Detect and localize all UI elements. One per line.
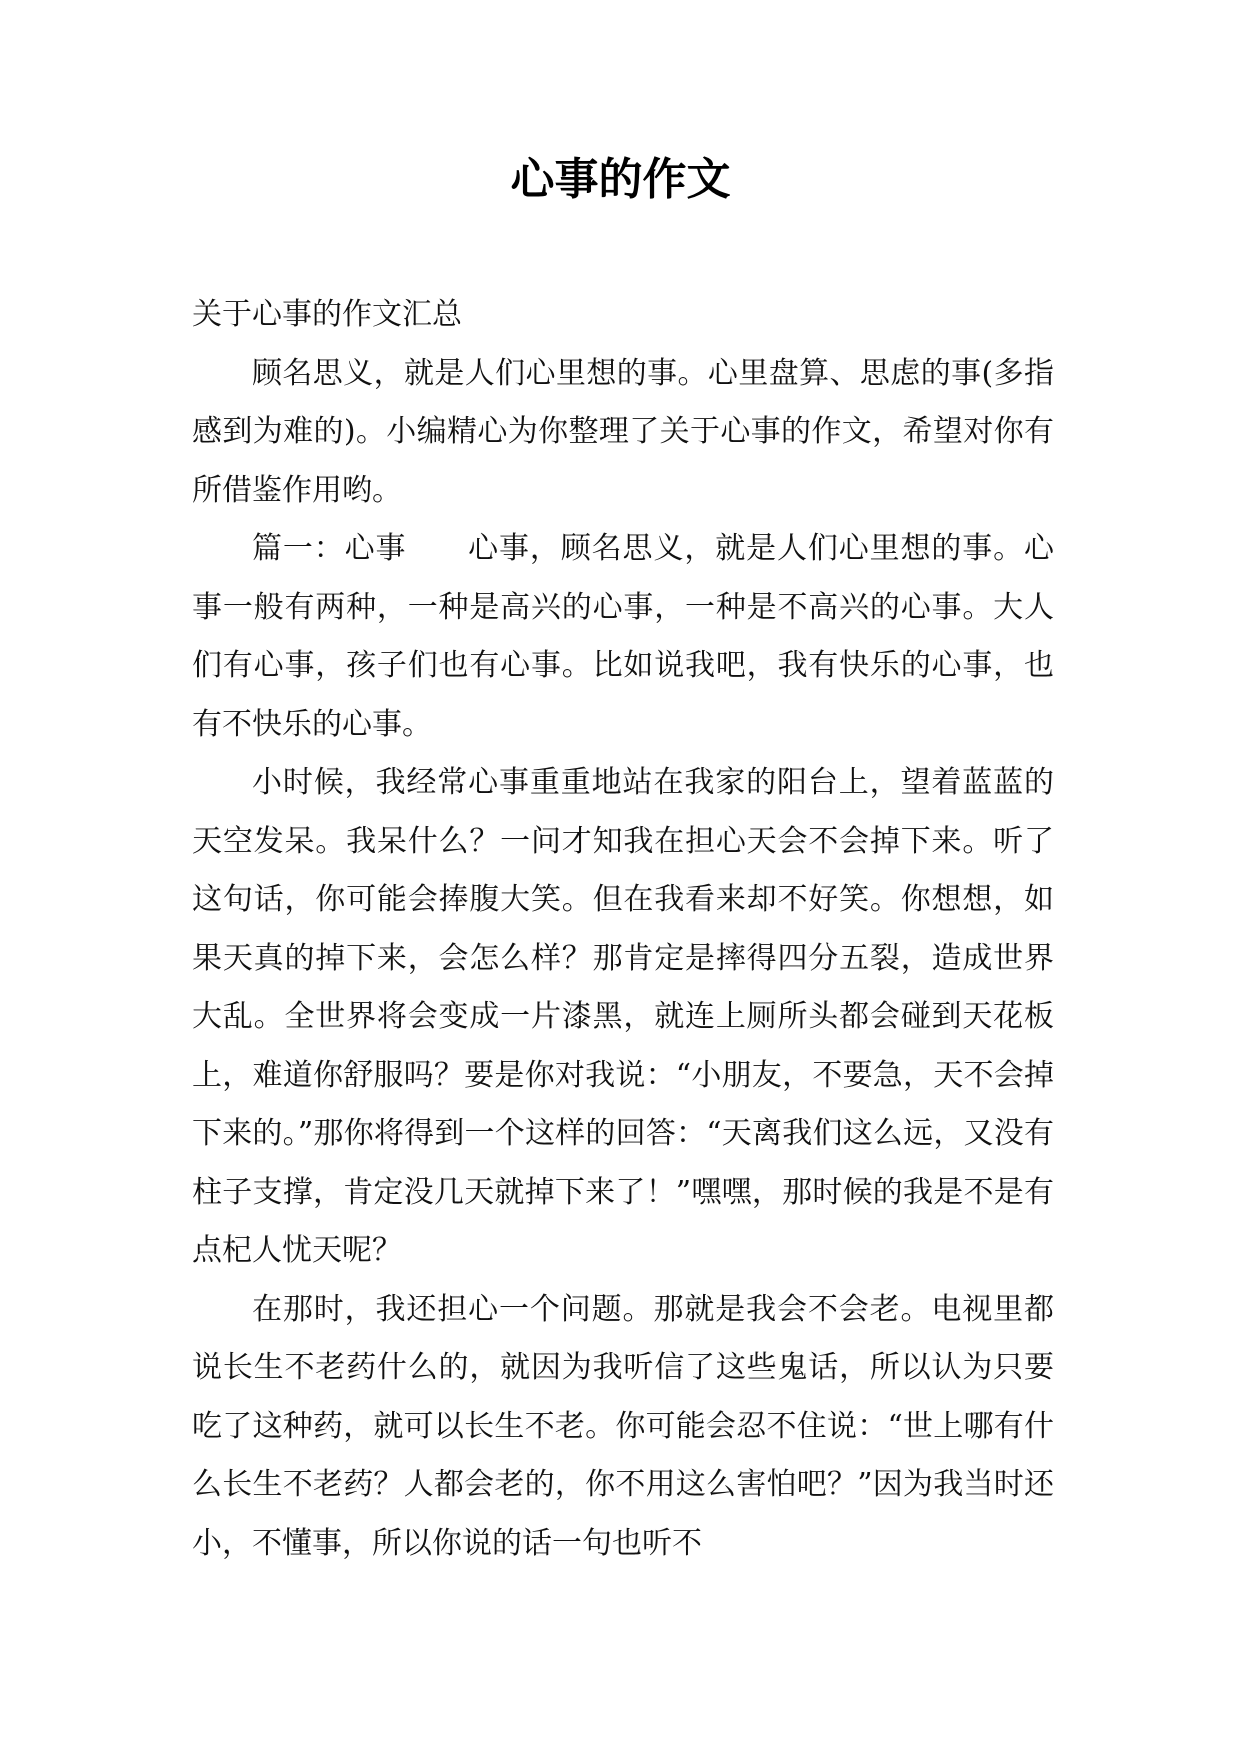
paragraph-aging-worry: 在那时，我还担心一个问题。那就是我会不会老。电视里都说长生不老药什么的，就因为我听信了这些鬼话，所以认为只要吃了这种药，就可以长生不老。你可能会忍不住说：“世上哪有什么长生不老药？人都会老的，你不用这么害怕吧？”因为我当时还小，不懂事，所以你说的话一句也听不 <box>192 1291 1054 1561</box>
document-subtitle: 关于心事的作文汇总 <box>192 297 462 332</box>
document-body <box>192 286 1054 1573</box>
paragraph-chapter-one: 篇一：心事 心事，顾名思义，就是人们心里想的事。心事一般有两种，一种是高兴的心事，一种是不高兴的心事。大人们有心事，孩子们也有心事。比如说我吧，我有快乐的心事，也有不快乐的心事。 <box>192 531 1054 742</box>
paragraph-childhood-sky: 小时候，我经常心事重重地站在我家的阳台上，望着蓝蓝的天空发呆。我呆什么？一问才知我在担心天会不会掉下来。听了这句话，你可能会捧腹大笑。但在我看来却不好笑。你想想，如果天真的掉下来，会怎么样？那肯定是摔得四分五裂，造成世界大乱。全世界将会变成一片漆黑，就连上厕所头都会碰到天花板上，难道你舒服吗？要是你对我说：“小朋友，不要急，天不会掉下来的。”那你将得到一个这样的回答：“天离我们这么远，又没有柱子支撑，肯定没几天就掉下来了！”嘿嘿，那时候的我是不是有点杞人忧天呢？ <box>192 765 1054 1268</box>
paragraph-intro: 顾名思义，就是人们心里想的事。心里盘算、思虑的事(多指感到为难的)。小编精心为你整理了关于心事的作文，希望对你有所借鉴作用哟。 <box>192 355 1054 508</box>
document-title: 心事的作文 <box>510 154 731 205</box>
